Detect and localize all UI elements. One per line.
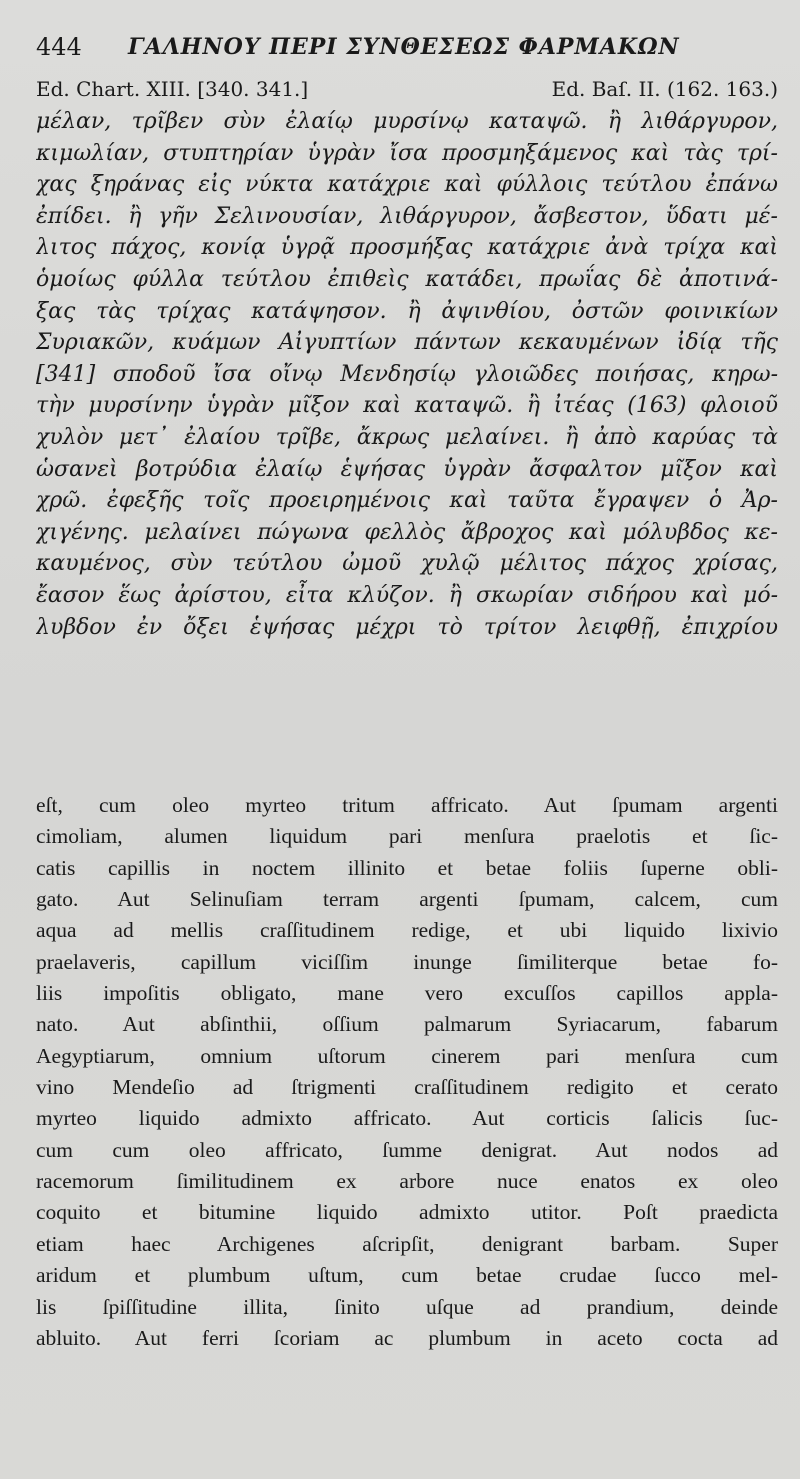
latin-text-line: eſt, cum oleo myrteo tritum affricato. Aut ſpumam argenti [36, 793, 778, 817]
latin-text-line: aqua ad mellis craſſitudinem redige, et ubi liquido lixivio [36, 918, 778, 943]
greek-text-line: ξας τὰς τρίχας κατάψησον. ἢ ἀψινθίου, ὀστῶν φοινικίων [36, 298, 778, 324]
greek-text-line: κιμωλίαν, στυπτηρίαν ὑγρὰν ἴσα προσμηξάμενος καὶ τὰς τρί- [36, 140, 778, 166]
page-number: 444 [36, 33, 82, 61]
latin-text-line: praelaveris, capillum viciſſim inunge ſimiliterque betae fo- [36, 949, 778, 974]
latin-text-line: cimoliam, alumen liquidum pari menſura praelotis et ſic- [36, 824, 778, 849]
running-header [36, 30, 776, 64]
latin-text-line: etiam haec Archigenes aſcripſit, denigrant barbam. Super [36, 1231, 778, 1256]
greek-text-line: ὡσανεὶ βοτρύδια ἐλαίῳ ἑψήσας ὑγρὰν ἄσφαλτον μῖξον καὶ [36, 456, 778, 482]
latin-text-line: Aegyptiarum, omnium uſtorum cinerem pari menſura cum [36, 1043, 778, 1068]
latin-text-line: lis ſpiſſitudine illita, ſinito uſque ad prandium, deinde [36, 1294, 778, 1319]
greek-text-line: χας ξηράνας εἰς νύκτα κατάχριε καὶ φύλλοις τεύτλου ἐπάνω [36, 172, 778, 198]
greek-text-line: ἐπίδει. ἢ γῆν Σελινουσίαν, λιθάργυρον, ἄσβεστον, ὕδατι μέ- [36, 203, 778, 229]
greek-text-line: λιτος πάχος, κονίᾳ ὑγρᾷ προσμήξας κατάχριε ἀνὰ τρίχα καὶ [36, 235, 778, 261]
latin-text-line: gato. Aut Selinuſiam terram argenti ſpumam, calcem, cum [36, 887, 778, 912]
latin-text-line: nato. Aut abſinthii, oſſium palmarum Syriacarum, fabarum [36, 1012, 778, 1037]
greek-text-line: μέλαν, τρῖβεν σὺν ἐλαίῳ μυρσίνῳ καταψῶ. ἢ λιθάργυρον, [36, 109, 778, 134]
greek-text-line: χυλὸν μετ᾽ ἐλαίου τρῖβε, ἄκρως μελαίνει. ἢ ἀπὸ καρύας τὰ [36, 424, 778, 450]
latin-text-line: catis capillis in noctem illinito et betae foliis ſuperne obli- [36, 855, 778, 880]
latin-text-line: coquito et bitumine liquido admixto utitor. Poſt praedicta [36, 1200, 778, 1225]
greek-text-block [36, 106, 778, 643]
latin-text-line: aridum et plumbum uſtum, cum betae crudae ſucco mel- [36, 1263, 778, 1288]
latin-text-line: liis impoſitis obligato, mane vero excuſſos capillos appla- [36, 981, 778, 1006]
greek-text-line: λυβδον ἐν ὄξει ἑψήσας μέχρι τὸ τρίτον λειφθῇ, ἐπιχρίου [36, 614, 778, 640]
latin-text-line: racemorum ſimilitudinem ex arbore nuce enatos ex oleo [36, 1169, 778, 1194]
greek-text-line: τὴν μυρσίνην ὑγρὰν μῖξον καὶ καταψῶ. ἢ ἰτέας (163) φλοιοῦ [36, 393, 778, 419]
running-title: ΓΑΛΗΝΟΥ ΠΕΡΙ ΣΥΝΘΕΣΕΩΣ ΦΑΡΜΑΚΩΝ [128, 34, 680, 60]
latin-text-line: vino Mendeſio ad ſtrigmenti craſſitudinem redigito et cerato [36, 1075, 778, 1100]
greek-text-line: χιγένης. μελαίνει πώγωνα φελλὸς ἄβροχος καὶ μόλυβδος κε- [36, 519, 778, 545]
greek-text-line: Συριακῶν, κυάμων Αἰγυπτίων πάντων κεκαυμένων ἰδίᾳ τῆς [36, 330, 778, 356]
edition-references [36, 74, 778, 104]
latin-text-block [36, 790, 778, 1354]
greek-text-line: ἔασον ἕως ἀρίστου, εἶτα κλύζον. ἢ σκωρίαν σιδήρου καὶ μό- [36, 582, 778, 608]
latin-text-line: myrteo liquido admixto affricato. Aut corticis ſalicis ſuc- [36, 1106, 778, 1131]
greek-text-line: χρῶ. ἐφεξῆς τοῖς προειρημένοις καὶ ταῦτα ἔγραψεν ὁ Ἀρ- [36, 488, 778, 514]
greek-text-line: ὁμοίως φύλλα τεύτλου ἐπιθεὶς κατάδει, πρωΐας δὲ ἀποτινά- [36, 266, 778, 292]
greek-text-line: [341] σποδοῦ ἴσα οἴνῳ Μενδησίῳ γλοιῶδες ποιήσας, κηρω- [36, 361, 778, 387]
edition-reference-chartier: Ed. Chart. XIII. [340. 341.] [36, 77, 309, 101]
greek-text-line: καυμένος, σὺν τεύτλου ὠμοῦ χυλῷ μέλιτος πάχος χρίσας, [36, 551, 778, 577]
latin-text-line: cum cum oleo affricato, ſumme denigrat. Aut nodos ad [36, 1137, 778, 1162]
latin-text-line: abluito. Aut ferri ſcoriam ac plumbum in aceto cocta ad [36, 1325, 778, 1350]
edition-reference-basel: Ed. Baſ. II. (162. 163.) [551, 77, 778, 101]
